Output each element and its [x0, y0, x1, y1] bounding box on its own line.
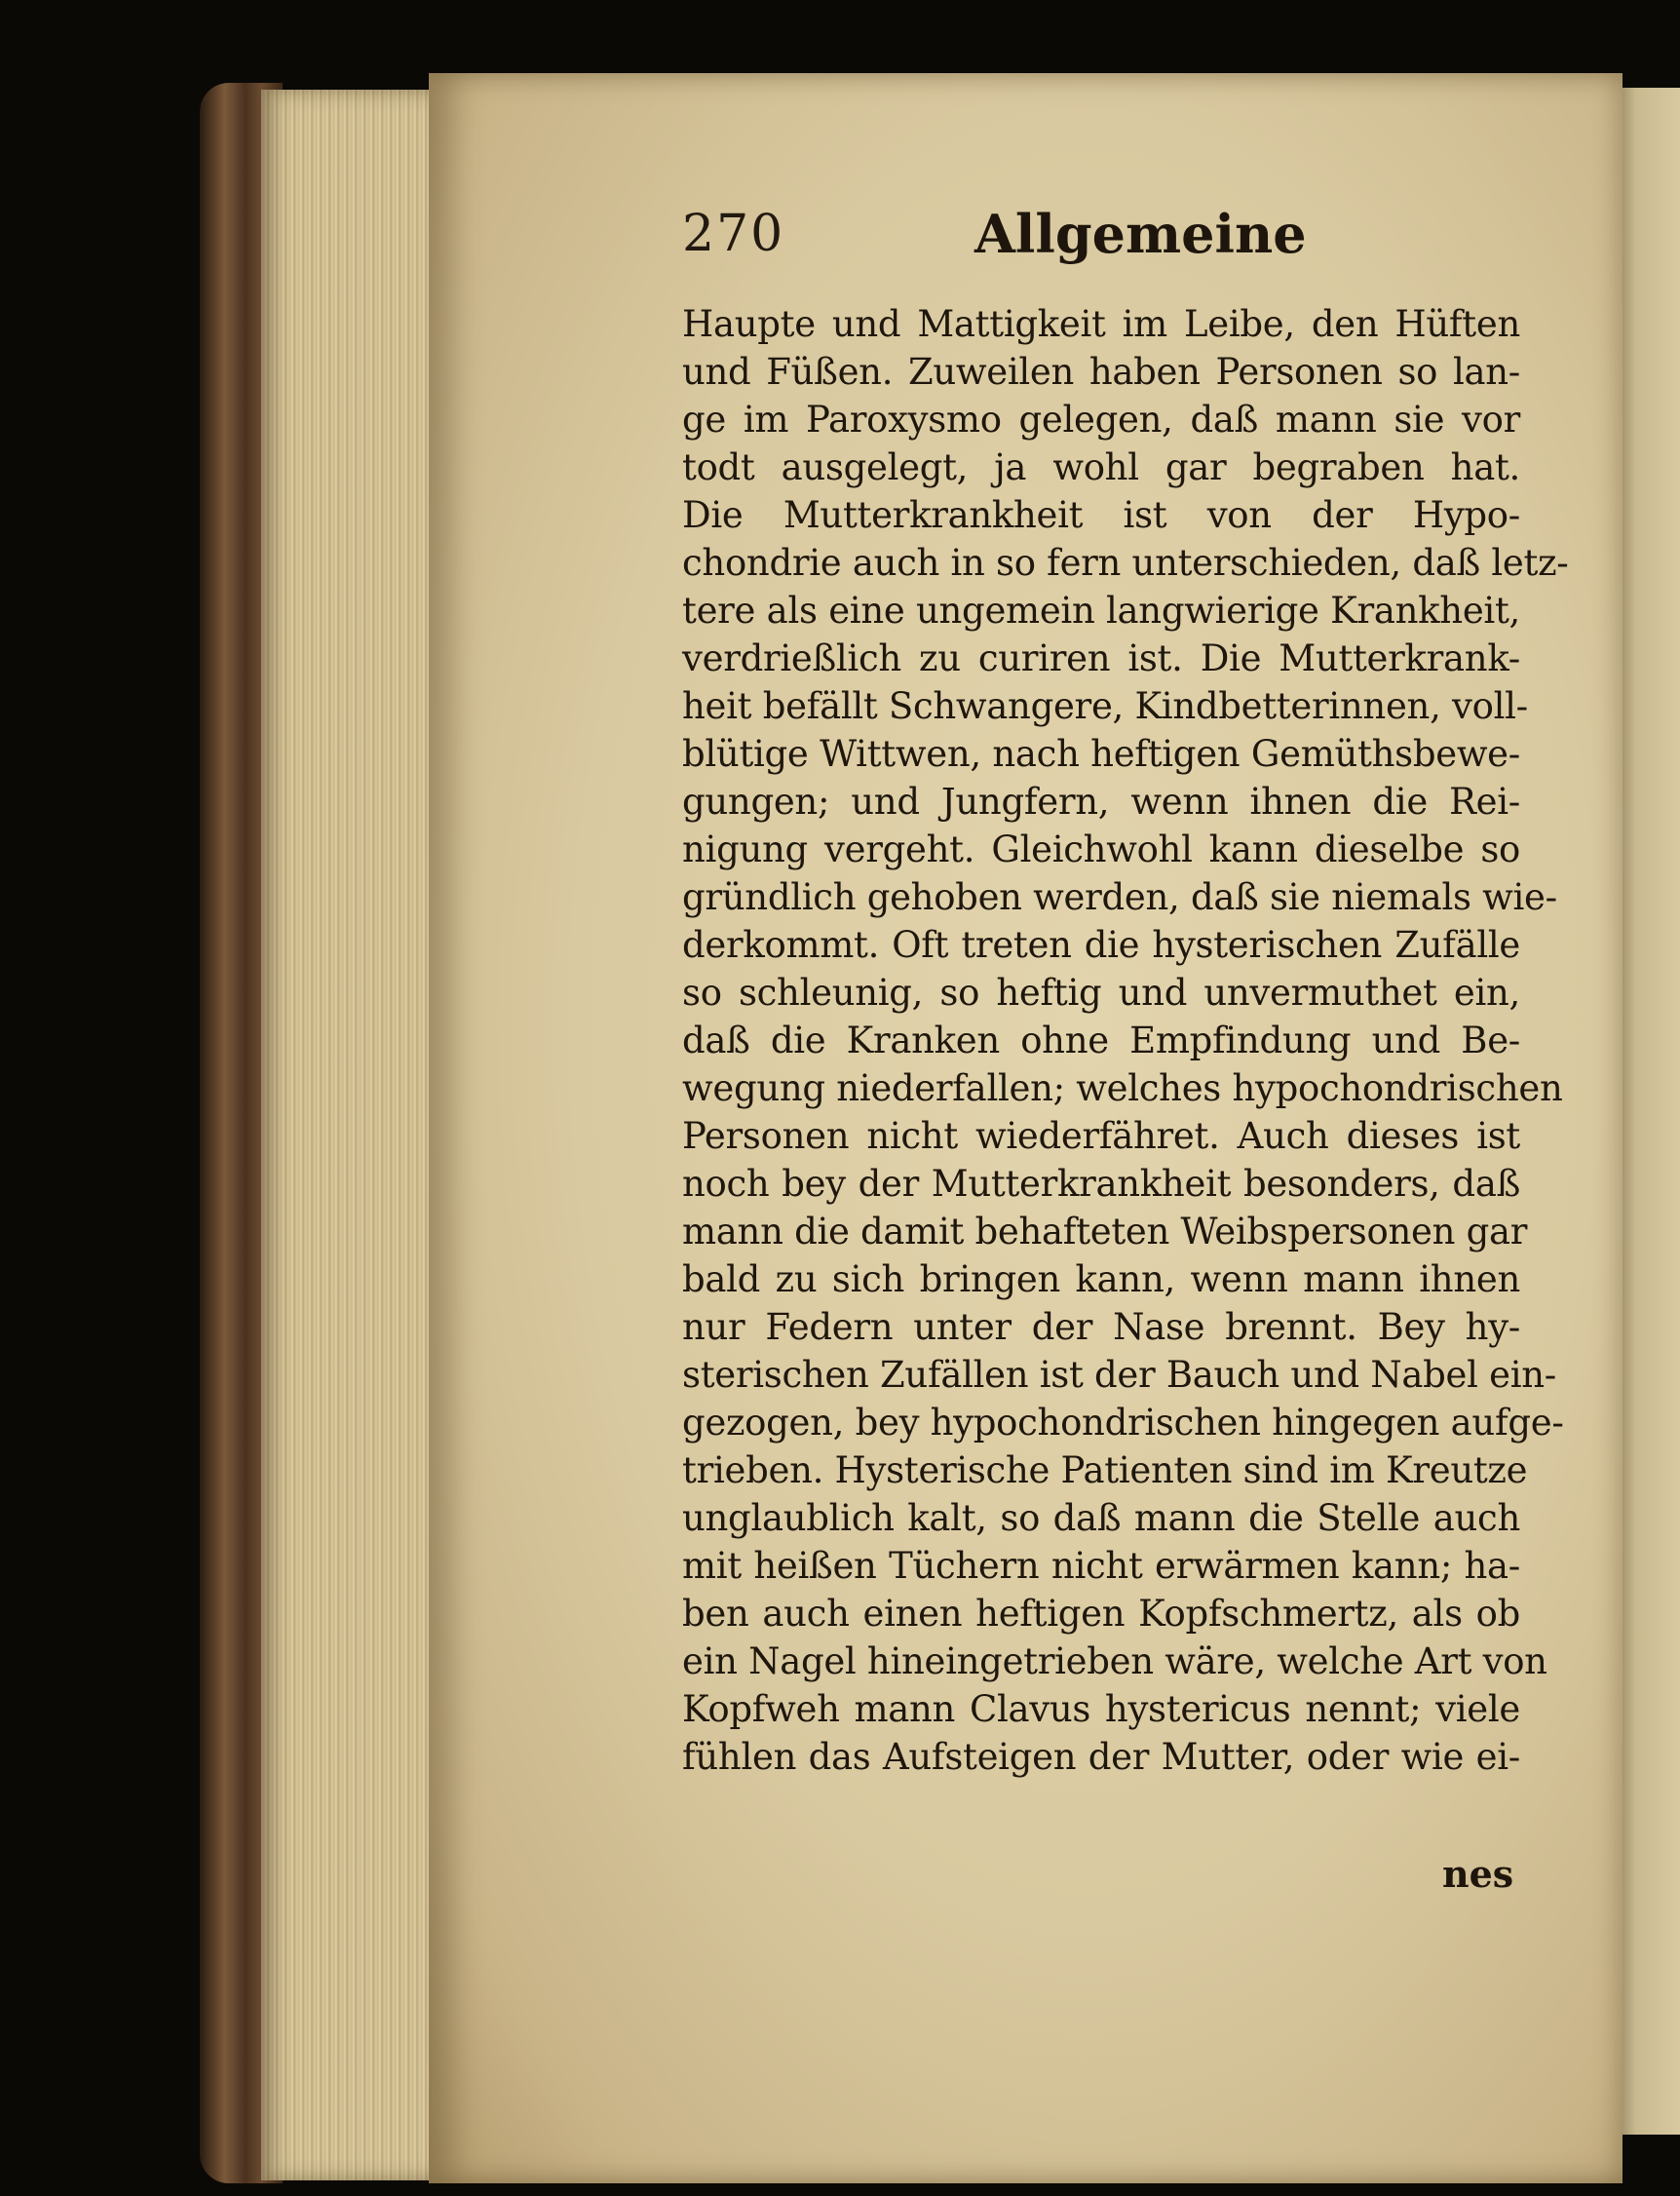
page-header — [682, 203, 1307, 273]
text-line: fühlen das Aufsteigen der Mutter, oder wie ei- — [682, 1736, 1520, 1778]
text-line: verdrießlich zu curiren ist. Die Mutterkrank- — [682, 637, 1520, 679]
text-line: ge im Paroxysmo gelegen, daß mann sie vor — [682, 399, 1520, 441]
text-line: gezogen, bey hypochondrischen hingegen aufge- — [682, 1402, 1564, 1444]
text-line: gungen; und Jungfern, wenn ihnen die Rei- — [682, 781, 1520, 823]
text-line: Kopfweh mann Clavus hystericus nennt; viele — [682, 1688, 1520, 1730]
text-line: trieben. Hysterische Patienten sind im Kreutze — [682, 1449, 1528, 1491]
text-line: ein Nagel hineingetrieben wäre, welche Art von — [682, 1640, 1547, 1682]
text-line: noch bey der Mutterkrankheit besonders, daß — [682, 1163, 1520, 1205]
text-line: daß die Kranken ohne Empfindung und Be- — [682, 1020, 1520, 1061]
text-line: unglaublich kalt, so daß mann die Stelle auch — [682, 1497, 1520, 1539]
text-line: chondrie auch in so fern unterschieden, daß letz- — [682, 542, 1569, 584]
text-line: mann die damit behafteten Weibspersonen gar — [682, 1211, 1528, 1252]
text-line: todt ausgelegt, ja wohl gar begraben hat. — [682, 446, 1520, 488]
text-line: gründlich gehoben werden, daß sie niemals wie- — [682, 876, 1557, 918]
text-line: heit befällt Schwangere, Kindbetterinnen, voll- — [682, 685, 1528, 727]
page-edges — [261, 90, 441, 2180]
text-line: Personen nicht wiederfähret. Auch dieses ist — [682, 1115, 1520, 1157]
text-line: sterischen Zufällen ist der Bauch und Nabel ein- — [682, 1354, 1556, 1396]
catchword: nes — [1442, 1852, 1514, 1896]
text-line: und Füßen. Zuweilen haben Personen so lan- — [682, 351, 1520, 393]
text-line: blütige Wittwen, nach heftigen Gemüthsbewe- — [682, 733, 1520, 775]
text-line: nigung vergeht. Gleichwohl kann dieselbe so — [682, 828, 1520, 870]
text-line: Haupte und Mattigkeit im Leibe, den Hüften — [682, 303, 1520, 345]
text-line: tere als eine ungemein langwierige Krankheit, — [682, 590, 1520, 632]
text-line: so schleunig, so heftig und unvermuthet ein, — [682, 972, 1520, 1014]
text-line: wegung niederfallen; welches hypochondrischen — [682, 1067, 1563, 1109]
page-number: 270 — [682, 205, 785, 263]
text-line: derkommt. Oft treten die hysterischen Zufälle — [682, 924, 1520, 966]
body-text — [682, 300, 1569, 1781]
text-line: nur Federn unter der Nase brennt. Bey hy- — [682, 1306, 1520, 1348]
text-line: mit heißen Tüchern nicht erwärmen kann; ha- — [682, 1545, 1520, 1587]
text-line: Die Mutterkrankheit ist von der Hypo- — [682, 494, 1520, 536]
text-line: bald zu sich bringen kann, wenn mann ihnen — [682, 1258, 1520, 1300]
text-line: ben auch einen heftigen Kopfschmertz, als ob — [682, 1593, 1520, 1635]
running-head: Allgemeine — [974, 203, 1307, 265]
